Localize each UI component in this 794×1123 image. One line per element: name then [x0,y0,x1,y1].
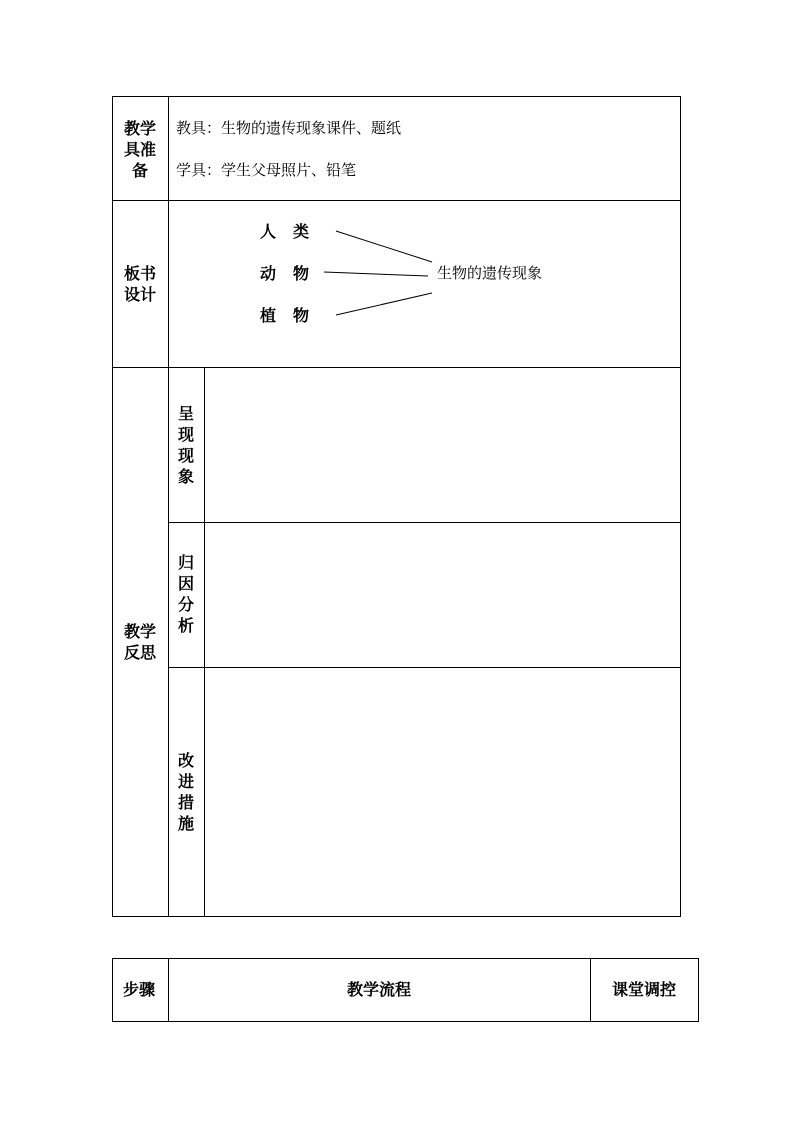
section-label-char: 归 [177,553,194,572]
prep-label-line: 教学 [123,119,156,138]
board-center-text: 生物的遗传现象 [437,264,543,282]
board-label [122,263,158,305]
section-label-char: 呈 [177,404,194,423]
section-label [168,403,204,487]
section-content-cell [204,522,681,668]
prep-label [122,118,158,181]
section-label-char: 进 [177,772,194,791]
student-tools-text: 学具：学生父母照片、铅笔 [176,161,357,179]
board-content-cell [168,200,681,368]
flow-step-header: 步骤 [123,980,156,999]
board-item-b: 类 [293,222,310,241]
board-label-line: 板书 [123,264,156,283]
flow-control-header: 课堂调控 [612,980,677,999]
section-label-char: 析 [177,616,194,635]
section-content-cell [204,667,681,917]
reflection-label-line: 反思 [123,643,156,662]
section-label [168,552,204,636]
prep-label-line: 具准 [123,140,156,159]
section-label-char: 现 [177,446,194,465]
board-item-b: 物 [293,306,310,325]
section-content-cell [204,367,681,523]
section-label-char: 施 [177,814,194,833]
board-label-line: 设计 [123,285,156,304]
prep-label-line: 备 [131,161,148,180]
flow-process-header: 教学流程 [347,980,412,999]
section-label-char: 因 [177,574,194,593]
board-item-b: 物 [293,264,310,283]
section-label-char: 措 [177,793,194,812]
board-item-a: 动 [260,264,277,283]
section-label [168,750,204,834]
board-item-a: 人 [260,222,277,241]
section-label-char: 象 [177,467,194,486]
section-label-char: 改 [177,751,194,770]
reflection-label [122,621,158,663]
section-label-char: 分 [177,595,194,614]
section-label-char: 现 [177,425,194,444]
prep-content-cell [168,96,681,201]
reflection-label-line: 教学 [123,622,156,641]
board-item-a: 植 [260,306,277,325]
teacher-tools-text: 教具：生物的遗传现象课件、题纸 [176,119,402,137]
